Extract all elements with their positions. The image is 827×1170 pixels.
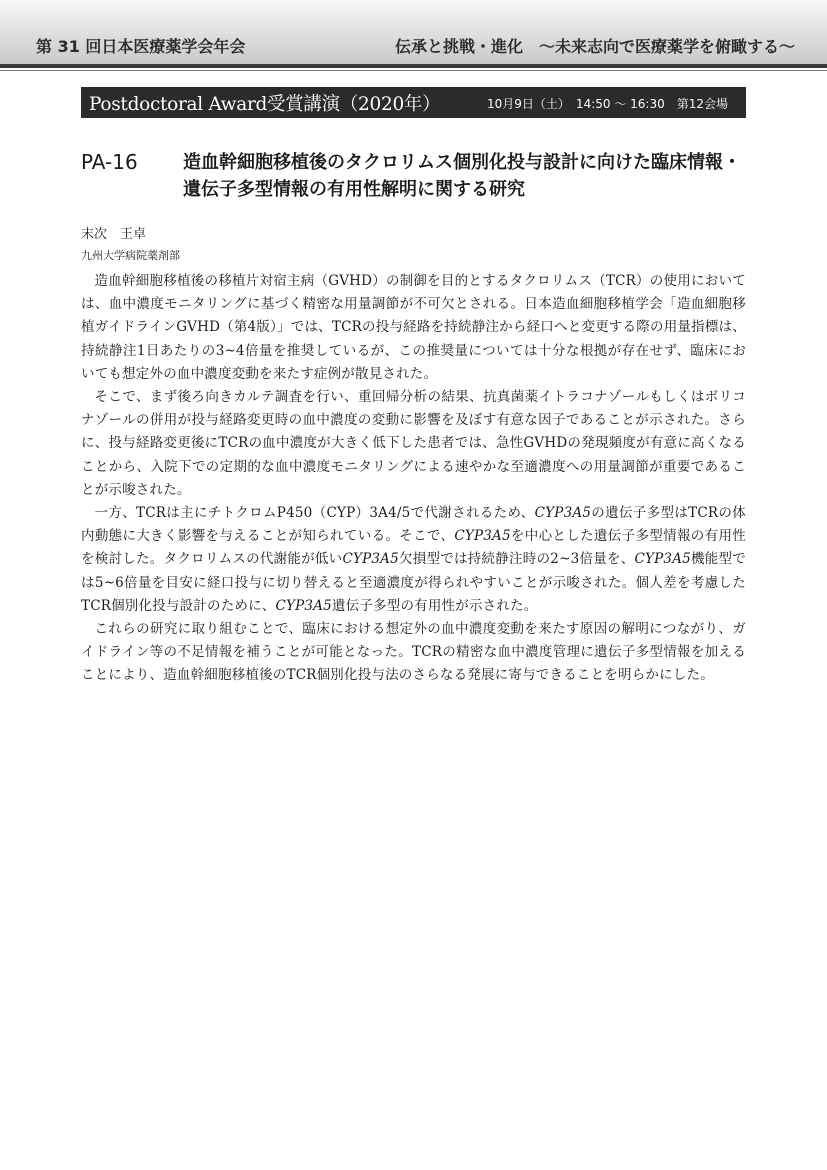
session-title: Postdoctoral Award受賞講演（2020年） bbox=[89, 93, 441, 115]
author-names: 末次 王卓 bbox=[81, 227, 147, 242]
author-affiliation: 九州大学病院薬剤部 bbox=[81, 249, 180, 262]
abstract-body bbox=[81, 270, 746, 688]
text-run: 欠損型では持続静注時の2~3倍量を、 bbox=[398, 551, 635, 568]
text-run: 機能型では5~6倍量を目安に経口投与に切り替えると至適濃度が得られやすいことが示唆された。個人差を考慮したTCR個別化投与設計のために、 bbox=[81, 551, 746, 614]
conference-theme: 伝承と挑戦・進化 〜未来志向で医療薬学を俯瞰する〜 bbox=[394, 37, 795, 56]
session-bar bbox=[81, 87, 746, 118]
text-run: の遺伝子多型はTCRの体内動態に大きく影響を与えることが知られている。そこで、 bbox=[81, 505, 746, 545]
abstract-title: 造血幹細胞移植後のタクロリムス個別化投与設計に向けた臨床情報・遺伝子多型情報の有用性解明に関する研究 bbox=[183, 152, 741, 200]
gene-name: CYP3A5 bbox=[534, 505, 592, 522]
gene-name: CYP3A5 bbox=[634, 551, 691, 568]
text-run: 造血幹細胞移植後の移植片対宿主病（GVHD）の制御を目的とするタクロリムス（TCR）の使用においては、血中濃度モニタリングに基づく精密な用量調節が不可欠とされる。日本造血細胞移植学会「造血細胞移植ガイドラインGVHD（第4版）」では、TCRの投与経路を持続静注から経口へと変更する際の用量指標は、持続静注1日あたりの3~4倍量を推奨しているが、この推奨量については十分な根拠が存在せず、臨床においても想定外の血中濃度変動を来たす症例が散見された。 bbox=[81, 273, 746, 382]
body-paragraph bbox=[81, 618, 746, 688]
body-paragraph bbox=[81, 386, 746, 502]
text-run: これらの研究に取り組むことで、臨床における想定外の血中濃度変動を来たす原因の解明につながり、ガイドライン等の不足情報を補うことが可能となった。TCRの精密な血中濃度管理に遺伝子多型情報を加えることにより、造血幹細胞移植後のTCR個別化投与法のさらなる発展に寄与できることを明らかにした。 bbox=[81, 621, 746, 684]
text-run: そこで、まず後ろ向きカルテ調査を行い、重回帰分析の結果、抗真菌薬イトラコナゾールもしくはボリコナゾールの併用が投与経路変更時の血中濃度の変動に影響を及ぼす有意な因子であることが示された。さらに、投与経路変更後にTCRの血中濃度が大きく低下した患者では、急性GVHDの発現頻度が有意に高くなることから、入院下での定期的な血中濃度モニタリングによる速やかな至適濃度への用量調節が重要であることが示唆された。 bbox=[81, 389, 746, 498]
header-rule-thin bbox=[0, 70, 827, 71]
gene-name: CYP3A5 bbox=[454, 528, 511, 545]
header-rule-thick bbox=[0, 64, 827, 68]
session-schedule: 10月9日（土） 14:50 〜 16:30 第12会場 bbox=[487, 97, 728, 111]
page-header bbox=[0, 0, 827, 64]
conference-title: 第 31 回日本医療薬学会年会 bbox=[36, 37, 246, 56]
text-run: 遺伝子多型の有用性が示された。 bbox=[331, 597, 538, 614]
body-paragraph bbox=[81, 502, 746, 618]
body-paragraph bbox=[81, 270, 746, 386]
text-run: 一方、TCRは主にチトクロムP450（CYP）3A4/5で代謝されるため、 bbox=[94, 505, 535, 522]
text-run: を中心とした遺伝子多型情報の有用性を検討した。タクロリムスの代謝能が低い bbox=[81, 528, 746, 568]
abstract-id: PA-16 bbox=[81, 150, 138, 174]
gene-name: CYP3A5 bbox=[342, 551, 399, 568]
gene-name: CYP3A5 bbox=[275, 597, 332, 614]
